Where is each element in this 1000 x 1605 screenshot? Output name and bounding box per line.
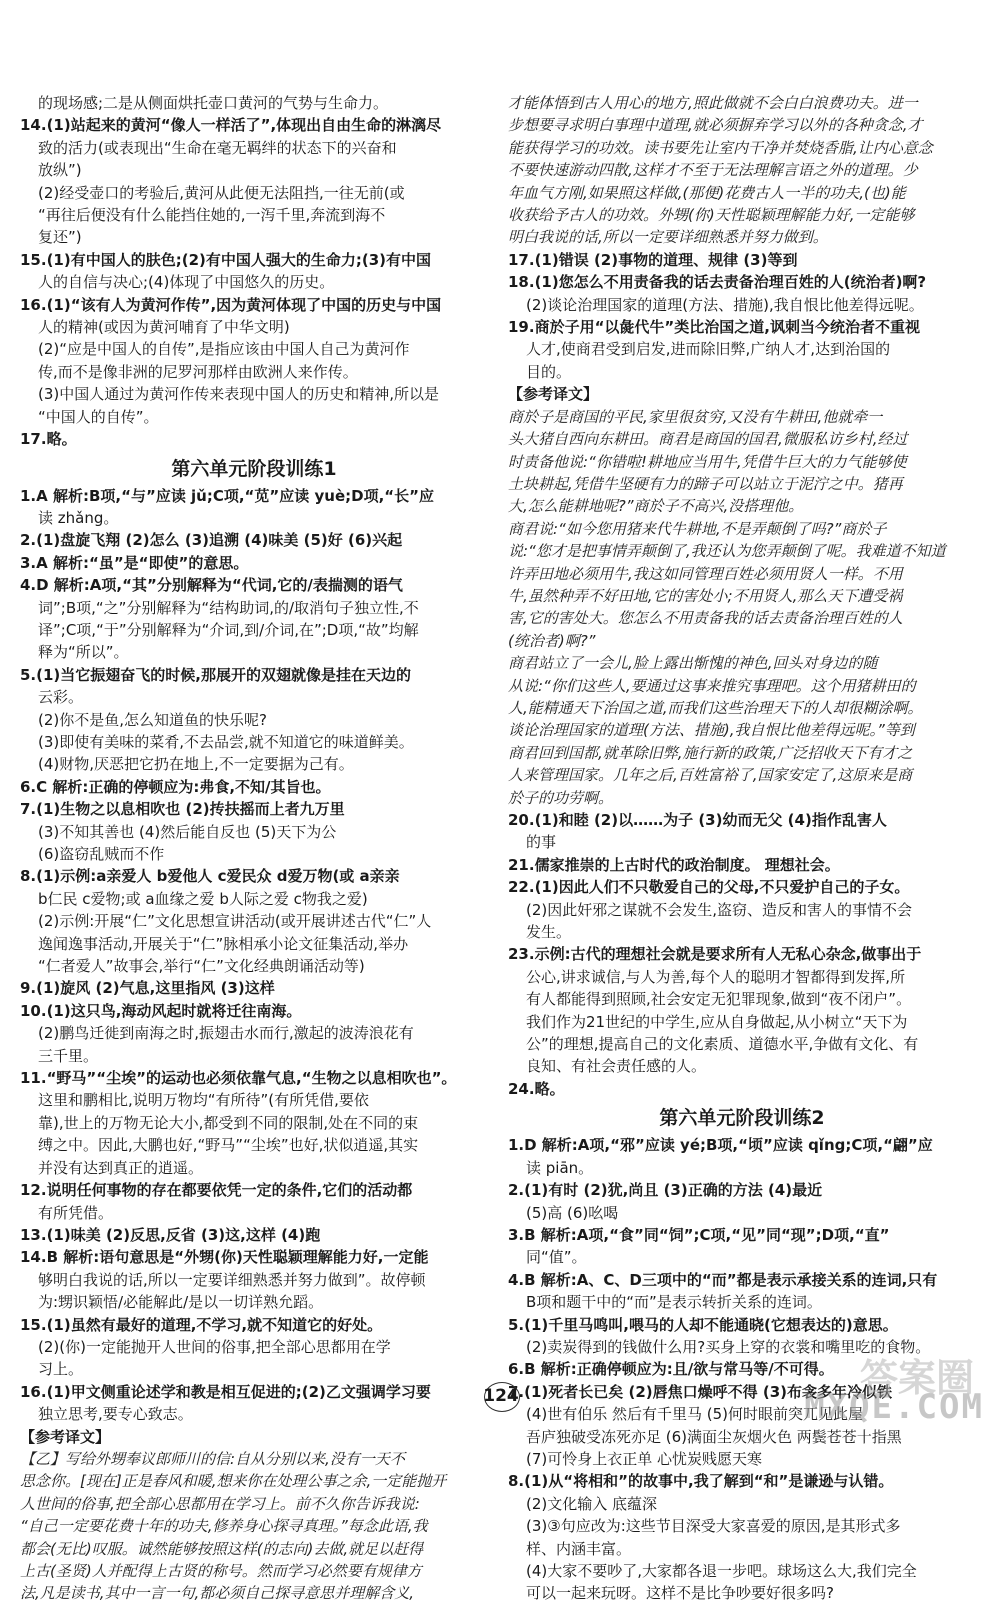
text-line: 独立思考,要专心致志。 xyxy=(38,1405,193,1424)
text-line: 有所凭借。 xyxy=(38,1203,114,1222)
text-line: 5.(1)当它振翅奋飞的时候,那展开的双翅就像是挂在天边的 xyxy=(20,665,411,684)
text-line: 商君站立了一会儿,脸上露出惭愧的神色,回头对身边的随 xyxy=(508,654,878,673)
text-line: 18.(1)您怎么不用责备我的话去责备治理百姓的人(统治者)啊? xyxy=(508,273,927,292)
text-line: 三千里。 xyxy=(38,1046,99,1065)
left-column xyxy=(20,92,488,1605)
text-line: 人来管理国家。几年之后,百姓富裕了,国家安定了,这原来是商 xyxy=(508,766,913,785)
text-line: 17.(1)错误 (2)事物的道理、规律 (3)等到 xyxy=(508,250,798,269)
text-line: 读 piān。 xyxy=(526,1158,594,1177)
text-line: 人才,使商君受到启发,进而除旧弊,广纳人才,达到治国的 xyxy=(526,340,891,359)
text-line: (2)卖炭得到的钱做什么用?买身上穿的衣裳和嘴里吃的食物。 xyxy=(526,1337,931,1356)
text-line: 人的自信与决心;(4)体现了中国悠久的历史。 xyxy=(38,273,335,292)
text-line: 8.(1)从“将相和”的故事中,我了解到“和”是谦逊与认错。 xyxy=(508,1472,894,1491)
text-line: (3)即使有美味的菜肴,不去品尝,就不知道它的味道鲜美。 xyxy=(38,732,414,751)
text-line: 读 zhǎng。 xyxy=(38,508,119,527)
text-line: b仁民 c爱物;或 a血缘之爱 b人际之爱 c物我之爱) xyxy=(38,889,368,908)
text-line: 9.(1)旋风 (2)气息,这里指风 (3)这样 xyxy=(20,979,275,998)
text-line: 不要快速游动四散,这样才不至于无法理解言语之外的道理。少 xyxy=(508,161,918,180)
text-line: 发生。 xyxy=(526,923,572,942)
text-line: 14.(1)站起来的黄河“像人一样活了”,体现出自由生命的淋漓尽 xyxy=(20,116,442,135)
text-line: 3.A 解析:“虽”是“即使”的意思。 xyxy=(20,553,249,572)
text-line: 同“值”。 xyxy=(526,1248,587,1267)
text-line: 有人都能得到照顾,社会安定无犯罪现象,做到“夜不闭户”。 xyxy=(526,990,912,1009)
text-line: 人世间的俗事,把全部心思都用在学习上。前不久你告诉我说: xyxy=(20,1494,420,1513)
text-line: 思念你。[现在]正是春风和暖,想来你在处理公事之余,一定能抛开 xyxy=(20,1472,447,1491)
text-line: 上古(圣贤)人并配得上古贤的称号。然而学习必然要有规律方 xyxy=(20,1562,422,1580)
text-line: 都会(无比)叹服。诚然能够按照这样(的志向)去做,就足以赶得 xyxy=(20,1539,424,1558)
watermark-site: MXQE.COM xyxy=(804,1387,984,1427)
text-line: 公”的理想,提高自己的文化素质、道德水平,争做有文化、有 xyxy=(526,1035,919,1054)
text-line: 4.D 解析:A项,“其”分别解释为“代词,它的/表揣测的语气 xyxy=(20,576,403,595)
text-line: 复还”) xyxy=(38,228,82,247)
text-line: 人的精神(或因为黄河哺育了中华文明) xyxy=(38,318,290,337)
text-line: 1.D 解析:A项,“邪”应读 yé;B项,“顷”应读 qǐng;C项,“翩”应 xyxy=(508,1136,933,1155)
text-line: (5)高 (6)吆喝 xyxy=(526,1203,619,1222)
text-line: 15.(1)虽然有最好的道理,不学习,就不知道它的好处。 xyxy=(20,1315,383,1334)
text-line: 良知、有社会责任感的人。 xyxy=(526,1057,707,1076)
text-line: (2)经受壶口的考验后,黄河从此便无法阻挡,一往无前(或 xyxy=(38,183,405,202)
text-line: 牛,虽然种弄不好田地,它的害处小;不用贤人,那么天下遭受祸 xyxy=(508,586,903,605)
text-line: 大,怎么能耕地呢?”商於子不高兴,没搭理他。 xyxy=(508,497,804,516)
text-line: (2)鹏鸟迁徙到南海之时,振翅击水而行,激起的波涛浪花有 xyxy=(38,1024,414,1043)
text-line: 头大猪自西向东耕田。商君是商国的国君,微服私访乡村,经过 xyxy=(508,430,908,449)
text-line: 谈论治理国家的道理(方法、措施),我自恨比他差得远呢。”等到 xyxy=(508,721,915,740)
text-line: 可以一起来玩呀。这样不是比争吵要好很多吗? xyxy=(526,1584,834,1603)
text-line: 释为“所以”。 xyxy=(38,643,129,662)
text-line: 1.A 解析:B项,“与”应读 jǔ;C项,“苋”应读 yuè;D项,“长”应 xyxy=(20,486,434,505)
text-line: (统治者)啊?” xyxy=(508,631,596,650)
text-line: 6.C 解析:正确的停顿应为:弗食,不知/其旨也。 xyxy=(20,777,331,796)
text-line: 并没有达到真正的逍遥。 xyxy=(38,1158,204,1177)
section-title: 第六单元阶段训练2 xyxy=(659,1107,825,1130)
text-line: 7.(1)死者长已矣 (2)唇焦口燥呼不得 (3)布衾多年冷似铁 xyxy=(508,1382,893,1401)
text-line: (3)③句应改为:这些节目深受大家喜爱的原因,是其形式多 xyxy=(526,1517,901,1536)
text-line: 译”;C项,“于”分别解释为“介词,到/介词,在”;D项,“故”均解 xyxy=(38,620,419,639)
text-line: 22.(1)因此人们不只敬爱自己的父母,不只爱护自己的子女。 xyxy=(508,878,910,897)
text-line: (6)盗窃乱贼而不作 xyxy=(38,845,165,863)
text-line: 5.(1)千里马鸣叫,喂马的人却不能通晓(它想表达的)意思。 xyxy=(508,1315,898,1334)
text-line: (2)谈论治理国家的道理(方法、措施),我自恨比他差得远呢。 xyxy=(526,295,924,314)
text-line: (2)因此奸邪之谋就不会发生,盗窃、造反和害人的事情不会 xyxy=(526,900,913,919)
text-line: 商於子是商国的平民,家里很贫穷,又没有牛耕田,他就牵一 xyxy=(508,407,883,426)
text-line: 时责备他说:“你错啦!耕地应当用牛,凭借牛巨大的力气能够使 xyxy=(508,452,907,471)
text-line: 害,它的害处大。您怎么不用责备我的话去责备治理百姓的人 xyxy=(508,609,903,628)
text-line: 法,凡是读书,其中一言一句,都必须自己探寻意思并理解含义, xyxy=(20,1584,415,1603)
text-line: (4)大家不要吵了,大家都各退一步吧。球场这么大,我们完全 xyxy=(526,1562,917,1580)
text-line: 说:“您才是把事情弄颠倒了,我还认为您弄颠倒了呢。我难道不知道 xyxy=(508,542,946,561)
text-line: 土块耕起,凭借牛坚硬有力的蹄子可以站立于泥泞之中。猪再 xyxy=(508,474,903,493)
text-line: 云彩。 xyxy=(38,688,84,707)
text-line: 明白我说的话,所以一定要详细熟悉并努力做到。 xyxy=(508,228,828,247)
text-line: 24.略。 xyxy=(508,1079,565,1098)
text-line: 商君回到国都,就革除旧弊,施行新的政策,广泛招收天下有才之 xyxy=(508,743,913,762)
page-number: 124 xyxy=(480,1382,522,1412)
text-line: “仁者爱人”故事会,举行“仁”文化经典朗诵活动等) xyxy=(38,957,365,976)
text-line: 商君说:“如今您用猪来代牛耕地,不是弄颠倒了吗?”商於子 xyxy=(508,519,887,538)
text-line: 13.(1)味美 (2)反思,反省 (3)这,这样 (4)跑 xyxy=(20,1225,321,1244)
text-line: 步想要寻求明白事理中道理,就必须摒弃学习以外的各种贪念,才 xyxy=(508,116,923,135)
text-line: B项和题干中的“而”是表示转折关系的连词。 xyxy=(526,1293,822,1312)
text-line: 16.(1)“该有人为黄河作传”,因为黄河体现了中国的历史与中国 xyxy=(20,295,442,314)
text-line: 公心,讲求诚信,与人为善,每个人的聪明才智都得到发挥,所 xyxy=(526,967,906,986)
text-line: 3.B 解析:A项,“食”同“饲”;C项,“见”同“现”;D项,“直” xyxy=(508,1225,890,1244)
text-line: 6.B 解析:正确停顿应为:且/欲与常马等/不可得。 xyxy=(508,1360,834,1379)
watermark-cn: 答案圈 xyxy=(859,1356,974,1400)
text-line: 样、内涵丰富。 xyxy=(526,1539,632,1558)
text-line: 人,能精通天下治国之道,而我们这些治理天下的人却很糊涂啊。 xyxy=(508,698,923,717)
text-line: 7.(1)生物之以息相吹也 (2)抟扶摇而上者九万里 xyxy=(20,800,345,819)
text-line: 放纵”) xyxy=(38,161,82,180)
reference-heading: 【参考译文】 xyxy=(508,385,599,404)
text-line: 缚之中。因此,大鹏也好,“野马”“尘埃”也好,状似逍遥,其实 xyxy=(38,1136,419,1155)
text-line: (7)可怜身上衣正单 心忧炭贱愿天寒 xyxy=(526,1449,763,1468)
text-line: 19.商於子用“以彘代牛”类比治国之道,讽刺当今统治者不重视 xyxy=(508,318,920,337)
text-line: 的现场感;二是从侧面烘托壶口黄河的气势与生命力。 xyxy=(38,94,389,112)
text-line: (2)示例:开展“仁”文化思想宣讲活动(或开展讲述古代“仁”人 xyxy=(38,912,432,931)
text-line: 16.(1)甲文侧重论述学和教是相互促进的;(2)乙文强调学习要 xyxy=(20,1382,431,1401)
text-line: 2.(1)有时 (2)犹,尚且 (3)正确的方法 (4)最近 xyxy=(508,1181,823,1200)
text-line: 从说:“你们这些人,要通过这事来推究事理吧。这个用猪耕田的 xyxy=(508,676,916,695)
text-line: “再往后便没有什么能挡住她的,一泻千里,奔流到海不 xyxy=(38,206,386,225)
text-line: 年血气方刚,如果照这样做,(那便)花费古人一半的功夫,(也)能 xyxy=(508,183,906,202)
text-line: 为:甥识颖悟/必能解此/是以一切详熟允蹈。 xyxy=(38,1293,324,1312)
text-line: 於子的功劳啊。 xyxy=(508,788,614,807)
text-line: 的事 xyxy=(526,833,557,852)
text-line: 收获给予古人的功效。外甥(你)天性聪颖理解能力好,一定能够 xyxy=(508,206,915,225)
text-line: 11.“野马”“尘埃”的运动也必须依靠气息,“生物之以息相吹也”。 xyxy=(20,1069,457,1088)
text-line: 靠),世上的万物无论大小,都受到不同的限制,处在不同的束 xyxy=(38,1113,419,1132)
text-line: 12.说明任何事物的存在都要依凭一定的条件,它们的活动都 xyxy=(20,1181,413,1200)
text-line: 能获得学习的功效。读书要先让室内干净并焚烧香脂,让内心意念 xyxy=(508,138,933,157)
text-line: (2)(你)一定能抛开人世间的俗事,把全部心思都用在学 xyxy=(38,1337,391,1356)
text-line: 这里和鹏相比,说明万物均“有所待”(有所凭借,要依 xyxy=(38,1091,369,1110)
text-line: “中国人的自传”。 xyxy=(38,407,159,426)
text-line: 目的。 xyxy=(526,362,572,381)
text-line: 14.B 解析:语句意思是“外甥(你)天性聪颖理解能力好,一定能 xyxy=(20,1248,429,1267)
text-line: (3)中国人通过为黄河作传来表现中国人的历史和精神,所以是 xyxy=(38,385,440,404)
text-line: 【乙】写给外甥奉议郎师川的信:自从分别以来,没有一天不 xyxy=(20,1449,405,1468)
text-line: “自己一定要花费十年的功夫,修养身心探寻真理。”每念此语,我 xyxy=(20,1517,428,1536)
text-line: 8.(1)示例:a亲爱人 b爱他人 c爱民众 d爱万物(或 a亲亲 xyxy=(20,867,400,886)
text-line: 逸闻逸事活动,开展关于“仁”脉相承小论文征集活动,举办 xyxy=(38,934,409,953)
text-line: 15.(1)有中国人的肤色;(2)有中国人强大的生命力;(3)有中国 xyxy=(20,250,432,269)
text-line: 2.(1)盘旋飞翔 (2)怎么 (3)追溯 (4)味美 (5)好 (6)兴起 xyxy=(20,531,403,550)
watermark-logo xyxy=(764,1347,984,1427)
text-line: 吾庐独破受冻死亦足 (6)满面尘灰烟火色 两鬓苍苍十指黑 xyxy=(526,1427,902,1446)
text-line: 10.(1)这只鸟,海动风起时就将迁往南海。 xyxy=(20,1001,302,1020)
text-line: 许弄田地必须用牛,我这如同管理百姓必须用贤人一样。不用 xyxy=(508,564,903,583)
text-line: 传,而不是像非洲的尼罗河那样由欧洲人来作传。 xyxy=(38,362,358,381)
text-line: (2)文化输入 底蕴深 xyxy=(526,1494,658,1513)
text-line: 习上。 xyxy=(38,1360,84,1379)
text-line: 我们作为21世纪的中学生,应从自身做起,从小树立“天下为 xyxy=(526,1012,908,1031)
text-line: 致的活力(或表现出“生命在毫无羁绊的状态下的兴奋和 xyxy=(38,138,397,157)
text-line: 20.(1)和睦 (2)以……为子 (3)幼而无父 (4)指作乱害人 xyxy=(508,811,887,829)
text-line: 词”;B项,“之”分别解释为“结构助词,的/取消句子独立性,不 xyxy=(38,598,419,617)
text-line: 够明白我说的话,所以一定要详细熟悉并努力做到”。故停顿 xyxy=(38,1270,426,1289)
text-line: (4)财物,厌恶把它扔在地上,不一定要据为己有。 xyxy=(38,755,354,774)
text-line: (3)不知其善也 (4)然后能自反也 (5)天下为公 xyxy=(38,822,337,841)
text-line: 17.略。 xyxy=(20,430,77,449)
text-line: 23.示例:古代的理想社会就是要求所有人无私心杂念,做事出于 xyxy=(508,945,922,964)
reference-heading: 【参考译文】 xyxy=(20,1427,111,1446)
text-line: 21.儒家推崇的上古时代的政治制度。 理想社会。 xyxy=(508,855,840,874)
text-line: (2)“应是中国人的自传”,是指应该由中国人自己为黄河作 xyxy=(38,340,410,359)
section-title: 第六单元阶段训练1 xyxy=(171,457,337,480)
text-line: 才能体悟到古人用心的地方,照此做就不会白白浪费功夫。进一 xyxy=(508,94,918,112)
text-line: 4.B 解析:A、C、D三项中的“而”都是表示承接关系的连词,只有 xyxy=(508,1270,938,1289)
text-line: (2)你不是鱼,怎么知道鱼的快乐呢? xyxy=(38,710,267,729)
text-line: (4)世有伯乐 然后有千里马 (5)何时眼前突兀见此屋 xyxy=(526,1405,864,1424)
